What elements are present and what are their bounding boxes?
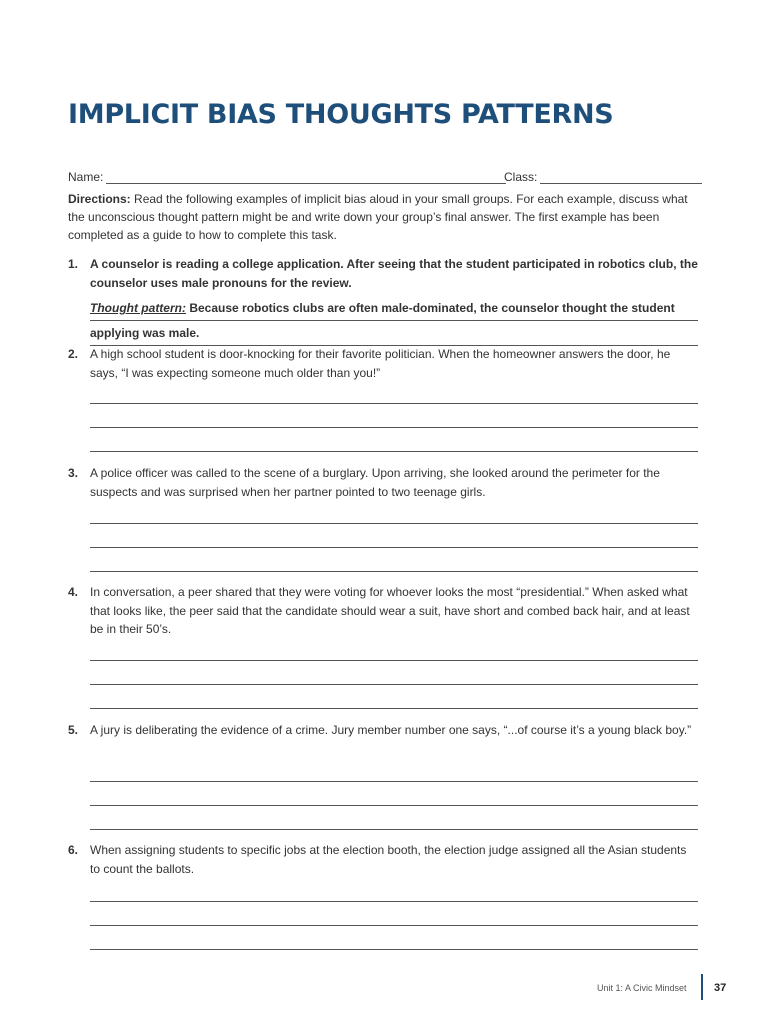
example-answer — [90, 296, 698, 346]
answer-line[interactable] — [90, 925, 698, 926]
directions — [68, 190, 702, 244]
question-text: When assigning students to specific jobs at the election booth, the election judge assigned all the Asian students to count the ballots. — [90, 843, 687, 876]
name-class-row — [68, 170, 702, 186]
question-number: 5. — [68, 723, 79, 737]
directions-label: Directions: — [68, 192, 131, 206]
unit-label: Unit 1: A Civic Mindset — [597, 983, 687, 993]
answer-line[interactable] — [90, 571, 698, 572]
footer-divider — [701, 974, 703, 1000]
question-number: 2. — [68, 347, 79, 361]
question-text: In conversation, a peer shared that they were voting for whoever looks the most “presidential.” When asked what that looks like, the peer said that the candidate should wear a suit, have short and combed back hair, and at least be in their 50’s. — [90, 585, 690, 636]
answer-line[interactable] — [90, 949, 698, 950]
answer-line[interactable] — [90, 829, 698, 830]
answer-line[interactable] — [90, 427, 698, 428]
question-number: 1. — [68, 257, 79, 271]
answer-line — [90, 296, 698, 321]
answer-line[interactable] — [90, 684, 698, 685]
class-field[interactable] — [540, 183, 702, 184]
answer-line[interactable] — [90, 403, 698, 404]
example-answer-line-2: applying was male. — [90, 326, 200, 340]
answer-line[interactable] — [90, 708, 698, 709]
answer-line[interactable] — [90, 523, 698, 524]
page-title: IMPLICIT BIAS THOUGHTS PATTERNS — [68, 99, 614, 130]
name-field[interactable] — [106, 183, 506, 184]
page-number: 37 — [714, 982, 727, 994]
question-number: 4. — [68, 585, 79, 599]
answer-line[interactable] — [90, 660, 698, 661]
class-label: Class: — [504, 170, 538, 184]
example-answer-line-1: Because robotics clubs are often male-dominated, the counselor thought the student — [185, 301, 675, 315]
question-text: A police officer was called to the scene of a burglary. Upon arriving, she looked around the perimeter for the suspects and was surprised when her partner pointed to two teenage girls. — [90, 466, 660, 499]
answer-line[interactable] — [90, 547, 698, 548]
question-number: 3. — [68, 466, 79, 480]
question-number: 6. — [68, 843, 79, 857]
thought-pattern-label: Thought pattern: — [90, 301, 186, 315]
question-text: A counselor is reading a college application. After seeing that the student participated in robotics club, the counselor uses male pronouns for the review. — [90, 257, 698, 290]
answer-line[interactable] — [90, 901, 698, 902]
question-text: A jury is deliberating the evidence of a crime. Jury member number one says, “...of course it’s a young black boy.” — [90, 723, 692, 737]
answer-line[interactable] — [90, 781, 698, 782]
directions-text: Read the following examples of implicit bias aloud in your small groups. For each example, discuss what the unconscious thought pattern might be and write down your group’s final answer. The first example has been completed as a guide to how to complete this task. — [68, 192, 688, 242]
answer-line — [90, 321, 698, 346]
question-text: A high school student is door-knocking for their favorite politician. When the homeowner answers the door, he says, “I was expecting someone much older than you!” — [90, 347, 671, 380]
answer-line[interactable] — [90, 451, 698, 452]
answer-line[interactable] — [90, 805, 698, 806]
name-label: Name: — [68, 170, 104, 184]
